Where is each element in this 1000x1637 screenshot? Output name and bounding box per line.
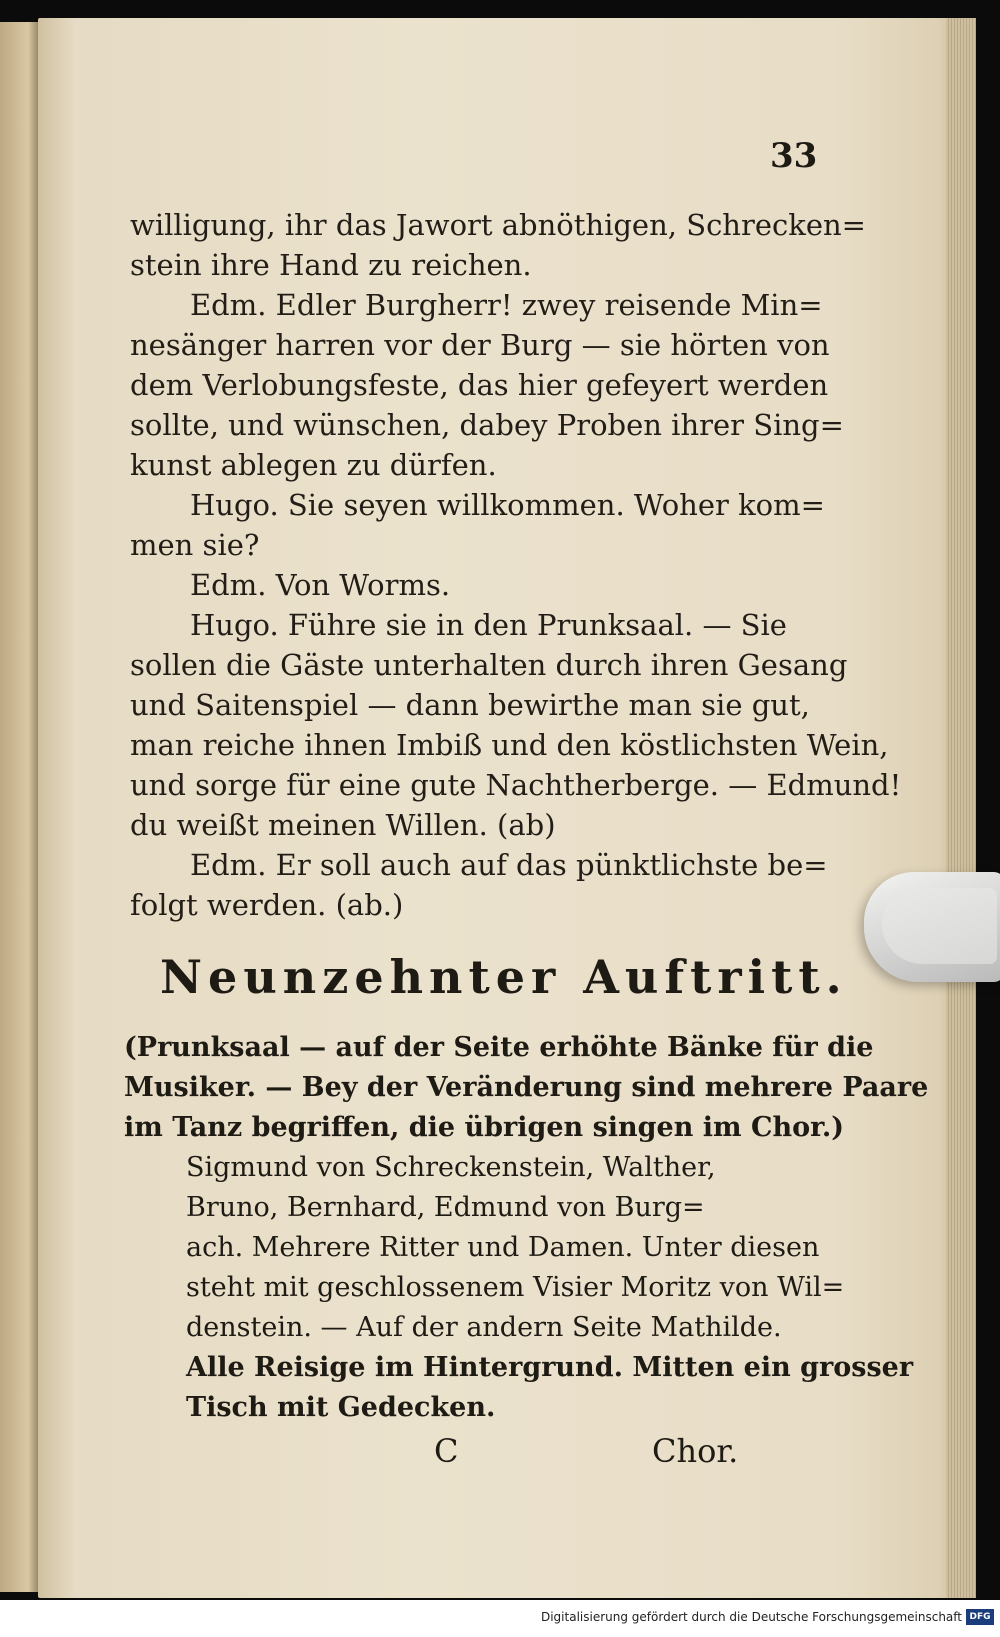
text-line: du weißt meinen Willen. (ab) [130,808,556,842]
text-line: und sorge für eine gute Nachtherberge. — Edmund! [130,768,902,802]
footer-bar [0,1600,1000,1637]
cast-line: Sigmund von Schreckenstein, Walther, [186,1152,716,1183]
cast-line: steht mit geschlossenem Visier Moritz von Wil= [186,1272,845,1303]
page-fore-edge [946,18,976,1598]
funding-notice: Digitalisierung gefördert durch die Deutsche Forschungsgemeinschaft [540,1610,962,1624]
dialogue-text [130,205,902,925]
page-clip [864,872,1000,982]
scene-heading: Neunzehnter Auftritt. [160,950,848,1004]
text-line: Edm. Von Worms. [190,568,451,602]
stage-line: im Tanz begriffen, die übrigen singen im Chor.) [124,1112,845,1143]
cast-line: Bruno, Bernhard, Edmund von Burg= [186,1192,705,1223]
cast-line: Alle Reisige im Hintergrund. Mitten ein grosser [186,1352,914,1383]
text-line: stein ihre Hand zu reichen. [130,248,532,282]
facing-page-edge [0,22,40,1592]
stage-line: (Prunksaal — auf der Seite erhöhte Bänke für die [124,1032,874,1063]
text-line: und Saitenspiel — dann bewirthe man sie gut, [130,688,810,722]
text-line: men sie? [130,528,260,562]
text-line: Hugo. Führe sie in den Prunksaal. — Sie [190,608,787,642]
cast-line: Tisch mit Gedecken. [186,1392,496,1423]
text-line: sollen die Gäste unterhalten durch ihren Gesang [130,648,848,682]
stage-line: Musiker. — Bey der Veränderung sind mehrere Paare [124,1072,929,1103]
page-clip-highlight [882,888,997,964]
signature-mark: C [434,1432,459,1470]
catchword: Chor. [652,1432,739,1470]
text-line: Edm. Er soll auch auf das pünktlichste be= [190,848,828,882]
text-line: kunst ablegen zu dürfen. [130,448,497,482]
page-number: 33 [770,136,818,176]
text-line: Hugo. Sie seyen willkommen. Woher kom= [190,488,825,522]
stage-directions [124,1028,929,1428]
text-line: dem Verlobungsfeste, das hier gefeyert werden [130,368,829,402]
text-line: man reiche ihnen Imbiß und den köstlichsten Wein, [130,728,889,762]
text-line: willigung, ihr das Jawort abnöthigen, Schrecken= [130,208,866,242]
text-line: nesänger harren vor der Burg — sie hörten von [130,328,830,362]
dfg-logo: DFG [966,1609,994,1625]
text-line: sollte, und wünschen, dabey Proben ihrer Sing= [130,408,844,442]
cast-line: ach. Mehrere Ritter und Damen. Unter diesen [186,1232,820,1263]
text-line: folgt werden. (ab.) [130,888,404,922]
text-line: Edm. Edler Burgherr! zwey reisende Min= [190,288,823,322]
cast-line: denstein. — Auf der andern Seite Mathilde. [186,1312,782,1343]
